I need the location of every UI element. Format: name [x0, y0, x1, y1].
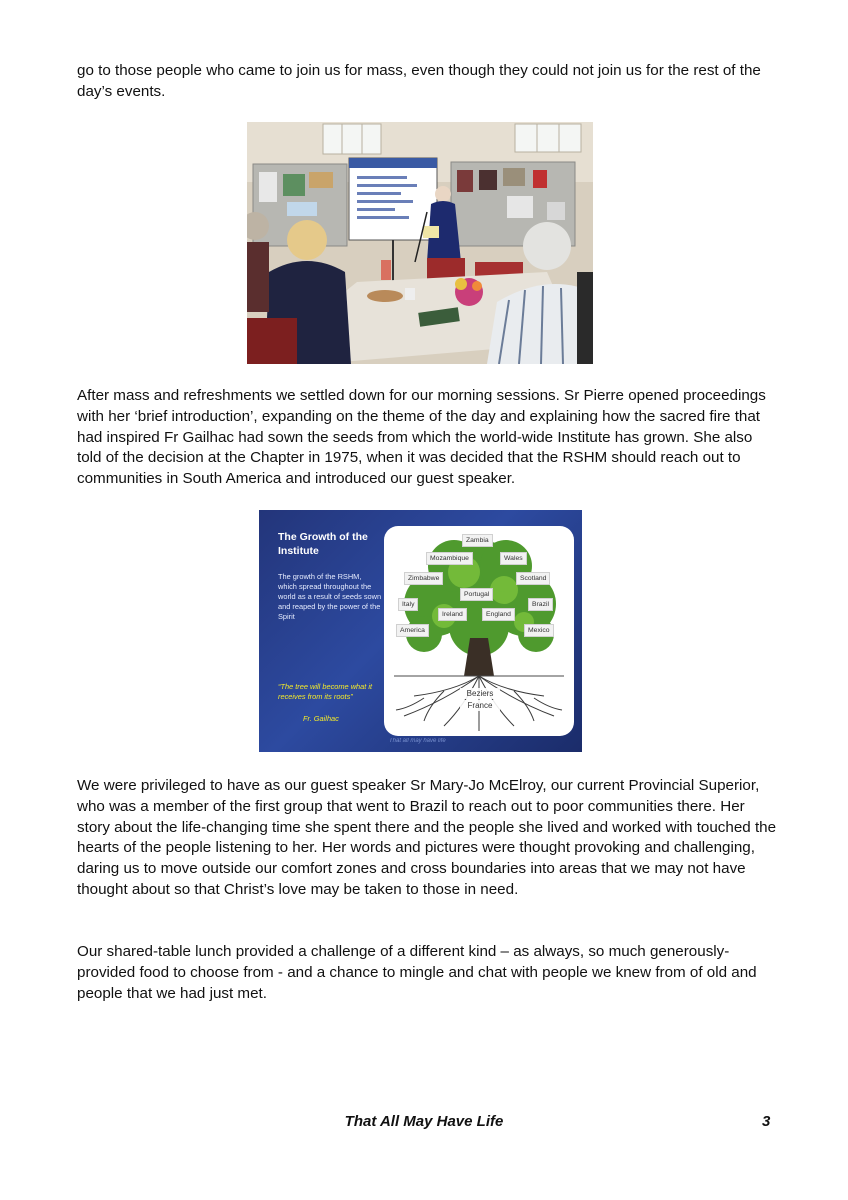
slide-footer: That all may have life — [389, 738, 446, 744]
branch-label: Scotland — [516, 572, 550, 585]
slide-description: The growth of the RSHM, which spread throughout the world as a result of seeds sown and reaped by the power of the Spirit — [278, 572, 382, 621]
branch-label: Zambia — [462, 534, 493, 547]
branch-label: Zimbabwe — [404, 572, 443, 585]
roots-label-line-2: France — [460, 700, 500, 711]
branch-label: Ireland — [438, 608, 467, 621]
paragraph: Our shared-table lunch provided a challenge of a different kind – as always, so much generously-provided food to choose from - and a chance to mingle and chat with people we knew from of old and people that we had just met. — [77, 943, 757, 1002]
slide-quote-author: Fr. Gailhac — [303, 714, 339, 723]
paragraph: After mass and refreshments we settled down for our morning sessions. Sr Pierre opened proceedings with her ‘brief introduction’, expanding on the theme of the day and explaining how the sacred fire that had inspired Fr Gailhac had sown the seeds from which the world-wide Institute has grown. She also told of the decision at the Chapter in 1975, when it was decided that the RSHM should reach out to communities in South America and introduced our guest speaker. — [77, 387, 766, 488]
branch-label: Wales — [500, 552, 527, 565]
branch-label: Mexico — [524, 624, 554, 637]
slide-quote: “The tree will become what it receives from its roots” — [278, 682, 373, 701]
slide-growth-of-institute — [259, 510, 582, 752]
branch-label: Italy — [398, 598, 418, 611]
roots-label-line-1: Beziers — [460, 688, 500, 699]
branch-label: England — [482, 608, 515, 621]
footer-title: That All May Have Life — [344, 1113, 504, 1130]
branch-label: Portugal — [460, 588, 493, 601]
page-number: 3 — [762, 1113, 771, 1130]
branch-label: Brazil — [528, 598, 553, 611]
paragraph: go to those people who came to join us for mass, even though they could not join us for the rest of the day’s events. — [77, 62, 761, 100]
paragraph: We were privileged to have as our guest speaker Sr Mary-Jo McElroy, our current Provincial Superior, who was a member of the first group that went to Brazil to reach out to poor communities there. Her story about the life-changing time she spent there and the people she lived and worked with touched the hearts of the people listening to her. Her words and pictures were thought provoking and challenging, daring us to move outside our comfort zones and cross boundaries into areas that we may not have thought about so that Christ’s love may be taken to those in need. — [77, 777, 777, 898]
slide-title: The Growth of the Institute — [278, 531, 368, 557]
tree-image — [384, 526, 574, 736]
branch-label: Mozambique — [426, 552, 473, 565]
branch-label: America — [396, 624, 429, 637]
photo-presentation — [247, 122, 593, 364]
